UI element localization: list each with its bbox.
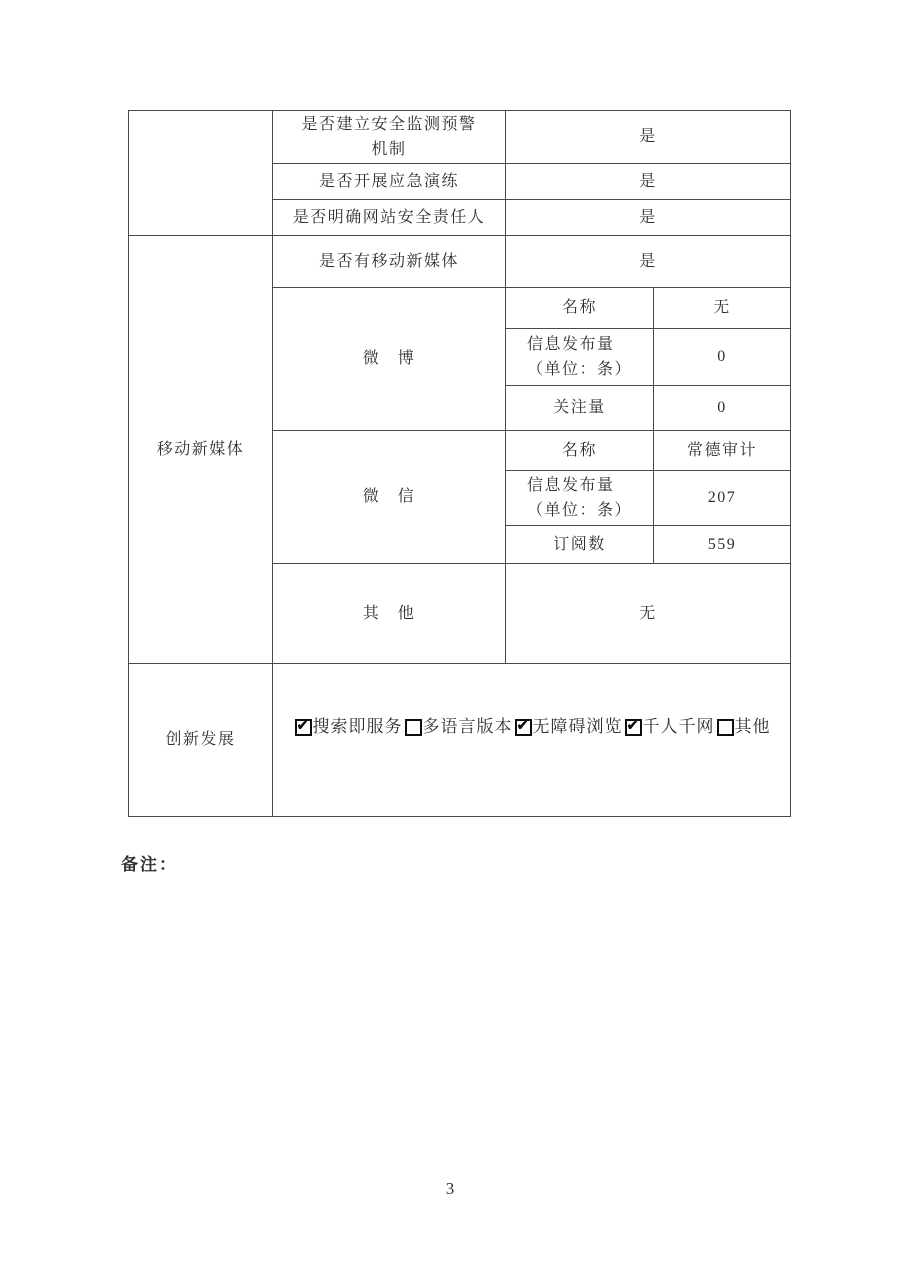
security-monitor-value-cell: 是: [506, 111, 791, 164]
wechat-name-label-cell: 名称: [506, 431, 654, 471]
innovation-option-label: 无障碍浏览: [532, 717, 623, 736]
innovation-option-label: 其他: [734, 717, 771, 736]
table-row: [129, 664, 791, 817]
weibo-followers-value-cell: 0: [654, 386, 791, 431]
innovation-option-label: 搜索即服务: [312, 717, 403, 736]
security-monitor-label-line1: 是否建立安全监测预警: [301, 116, 477, 133]
other-media-label-cell: 其 他: [273, 564, 506, 664]
weibo-posts-label-line2: （单位：条）: [526, 361, 632, 378]
table-row: [129, 111, 791, 164]
innovation-option: [293, 715, 403, 739]
weibo-posts-value-cell: 0: [654, 329, 791, 386]
wechat-posts-label-line2: （单位：条）: [526, 502, 632, 519]
has-new-media-label-cell: 是否有移动新媒体: [273, 236, 506, 288]
innovation-option: [513, 715, 623, 739]
security-officer-label-cell: 是否明确网站安全责任人: [273, 200, 506, 236]
wechat-subscribers-value-cell: 559: [654, 526, 791, 564]
innovation-options: [277, 715, 786, 739]
has-new-media-value-cell: 是: [506, 236, 791, 288]
security-monitor-label-cell: [273, 111, 506, 164]
weibo-posts-label-line1: 信息发布量: [526, 336, 615, 353]
wechat-subscribers-label-cell: 订阅数: [506, 526, 654, 564]
checkbox-unchecked-icon: [405, 719, 422, 736]
section-cell-innovation: 创新发展: [129, 664, 273, 817]
security-monitor-label-line2: 机制: [371, 141, 407, 158]
security-officer-value-cell: 是: [506, 200, 791, 236]
innovation-option-label: 千人千网: [642, 717, 715, 736]
innovation-option: [715, 715, 771, 739]
weibo-posts-label-cell: [506, 329, 654, 386]
weibo-name-label-cell: 名称: [506, 288, 654, 329]
checkbox-checked-icon: ✔: [625, 719, 642, 736]
checkbox-checked-icon: ✔: [295, 719, 312, 736]
wechat-posts-value-cell: 207: [654, 471, 791, 526]
wechat-name-value-cell: 常德审计: [654, 431, 791, 471]
wechat-posts-label-cell: [506, 471, 654, 526]
emergency-drill-label-cell: 是否开展应急演练: [273, 164, 506, 200]
wechat-posts-label: [527, 473, 632, 523]
innovation-option-label: 多语言版本: [422, 717, 513, 736]
section-cell-previous-continued: [129, 111, 273, 236]
wechat-label-cell: 微 信: [273, 431, 506, 564]
weibo-posts-label: [527, 332, 632, 382]
emergency-drill-value-cell: 是: [506, 164, 791, 200]
innovation-options-cell: [273, 664, 791, 817]
weibo-followers-label-cell: 关注量: [506, 386, 654, 431]
checkbox-unchecked-icon: [717, 719, 734, 736]
checkbox-checked-icon: ✔: [515, 719, 532, 736]
table-row: [129, 236, 791, 288]
innovation-option: [623, 715, 715, 739]
weibo-name-value-cell: 无: [654, 288, 791, 329]
section-cell-mobile-media: 移动新媒体: [129, 236, 273, 664]
wechat-posts-label-line1: 信息发布量: [526, 477, 615, 494]
remark-label: 备注：: [121, 855, 178, 874]
report-table: [128, 110, 791, 817]
weibo-label-cell: 微 博: [273, 288, 506, 431]
innovation-option: [403, 715, 513, 739]
other-media-value-cell: 无: [506, 564, 791, 664]
page-number: 3: [445, 1179, 455, 1198]
